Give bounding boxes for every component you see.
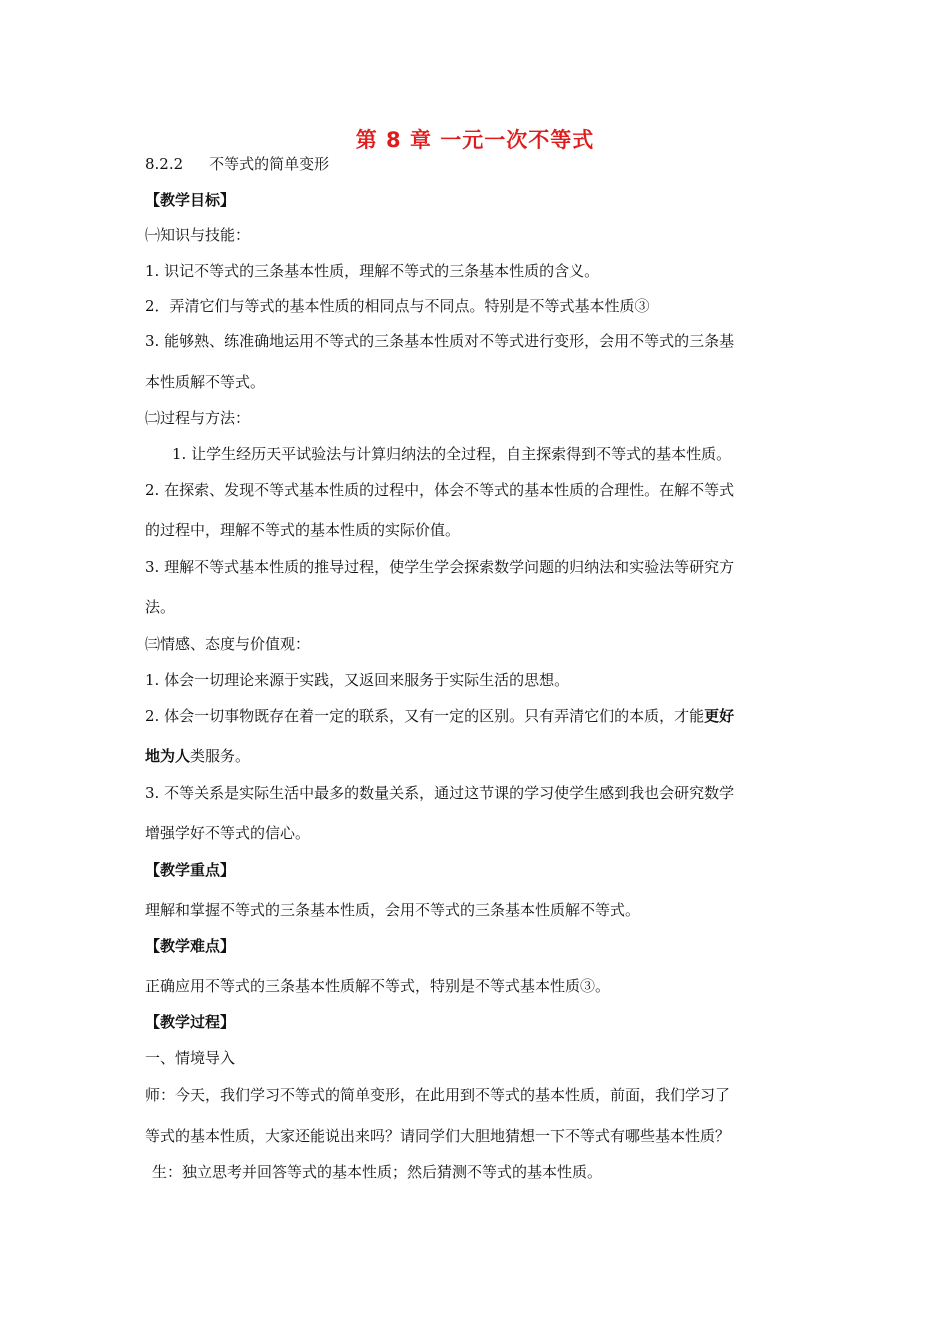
paragraph: 2．弄清它们与等式的基本性质的相同点与不同点。特别是不等式基本性质③ xyxy=(145,297,650,315)
paragraph: 师：今天，我们学习不等式的简单变形，在此用到不等式的基本性质，前面，我们学习了 xyxy=(145,1086,731,1104)
paragraph: 的过程中，理解不等式的基本性质的实际价值。 xyxy=(145,521,461,539)
subheading-process: ㈡过程与方法： xyxy=(145,409,251,427)
paragraph: 1. 让学生经历天平试验法与计算归纳法的全过程，自主探索得到不等式的基本性质。 xyxy=(172,445,732,463)
heading-process: 【教学过程】 xyxy=(145,1013,236,1031)
paragraph: 正确应用不等式的三条基本性质解不等式，特别是不等式基本性质③。 xyxy=(145,977,611,995)
paragraph: 法。 xyxy=(145,598,176,616)
paragraph xyxy=(145,746,250,766)
paragraph: 1. 体会一切理论来源于实践，又返回来服务于实际生活的思想。 xyxy=(145,671,570,689)
paragraph-text: 类服务。 xyxy=(190,747,251,765)
paragraph: 理解和掌握不等式的三条基本性质，会用不等式的三条基本性质解不等式。 xyxy=(145,901,641,919)
paragraph: 本性质解不等式。 xyxy=(145,373,266,391)
section-title: 不等式的简单变形 xyxy=(209,155,330,173)
paragraph: 增强学好不等式的信心。 xyxy=(145,824,311,842)
paragraph-text: 2. 体会一切事物既存在着一定的联系，又有一定的区别。只有弄清它们的本质，才能 xyxy=(145,707,705,725)
subheading-values: ㈢情感、态度与价值观： xyxy=(145,635,311,653)
subheading-knowledge: ㈠知识与技能： xyxy=(145,226,251,244)
paragraph: 生：独立思考并回答等式的基本性质；然后猜测不等式的基本性质。 xyxy=(152,1163,603,1181)
paragraph: 等式的基本性质，大家还能说出来吗？请同学们大胆地猜想一下不等式有哪些基本性质？ xyxy=(145,1127,731,1145)
paragraph xyxy=(145,706,734,726)
bold-text: 更好 xyxy=(704,707,735,725)
section-number: 8.2.2 xyxy=(145,155,184,173)
section-heading xyxy=(145,154,329,174)
chapter-title: 第 8 章 一元一次不等式 xyxy=(355,128,595,152)
paragraph: 2. 在探索、发现不等式基本性质的过程中，体会不等式的基本性质的合理性。在解不等式 xyxy=(145,481,735,499)
bold-text: 地为人 xyxy=(145,747,191,765)
heading-key-points: 【教学重点】 xyxy=(145,861,236,879)
paragraph: 1. 识记不等式的三条基本性质，理解不等式的三条基本性质的含义。 xyxy=(145,262,600,280)
subheading-intro: 一、情境导入 xyxy=(145,1049,236,1067)
paragraph: 3. 能够熟、练准确地运用不等式的三条基本性质对不等式进行变形，会用不等式的三条基 xyxy=(145,332,735,350)
paragraph: 3. 不等关系是实际生活中最多的数量关系，通过这节课的学习使学生感到我也会研究数学 xyxy=(145,784,735,802)
paragraph: 3. 理解不等式基本性质的推导过程，使学生学会探索数学问题的归纳法和实验法等研究方 xyxy=(145,558,735,576)
heading-difficulties: 【教学难点】 xyxy=(145,937,236,955)
heading-goals: 【教学目标】 xyxy=(145,191,236,209)
